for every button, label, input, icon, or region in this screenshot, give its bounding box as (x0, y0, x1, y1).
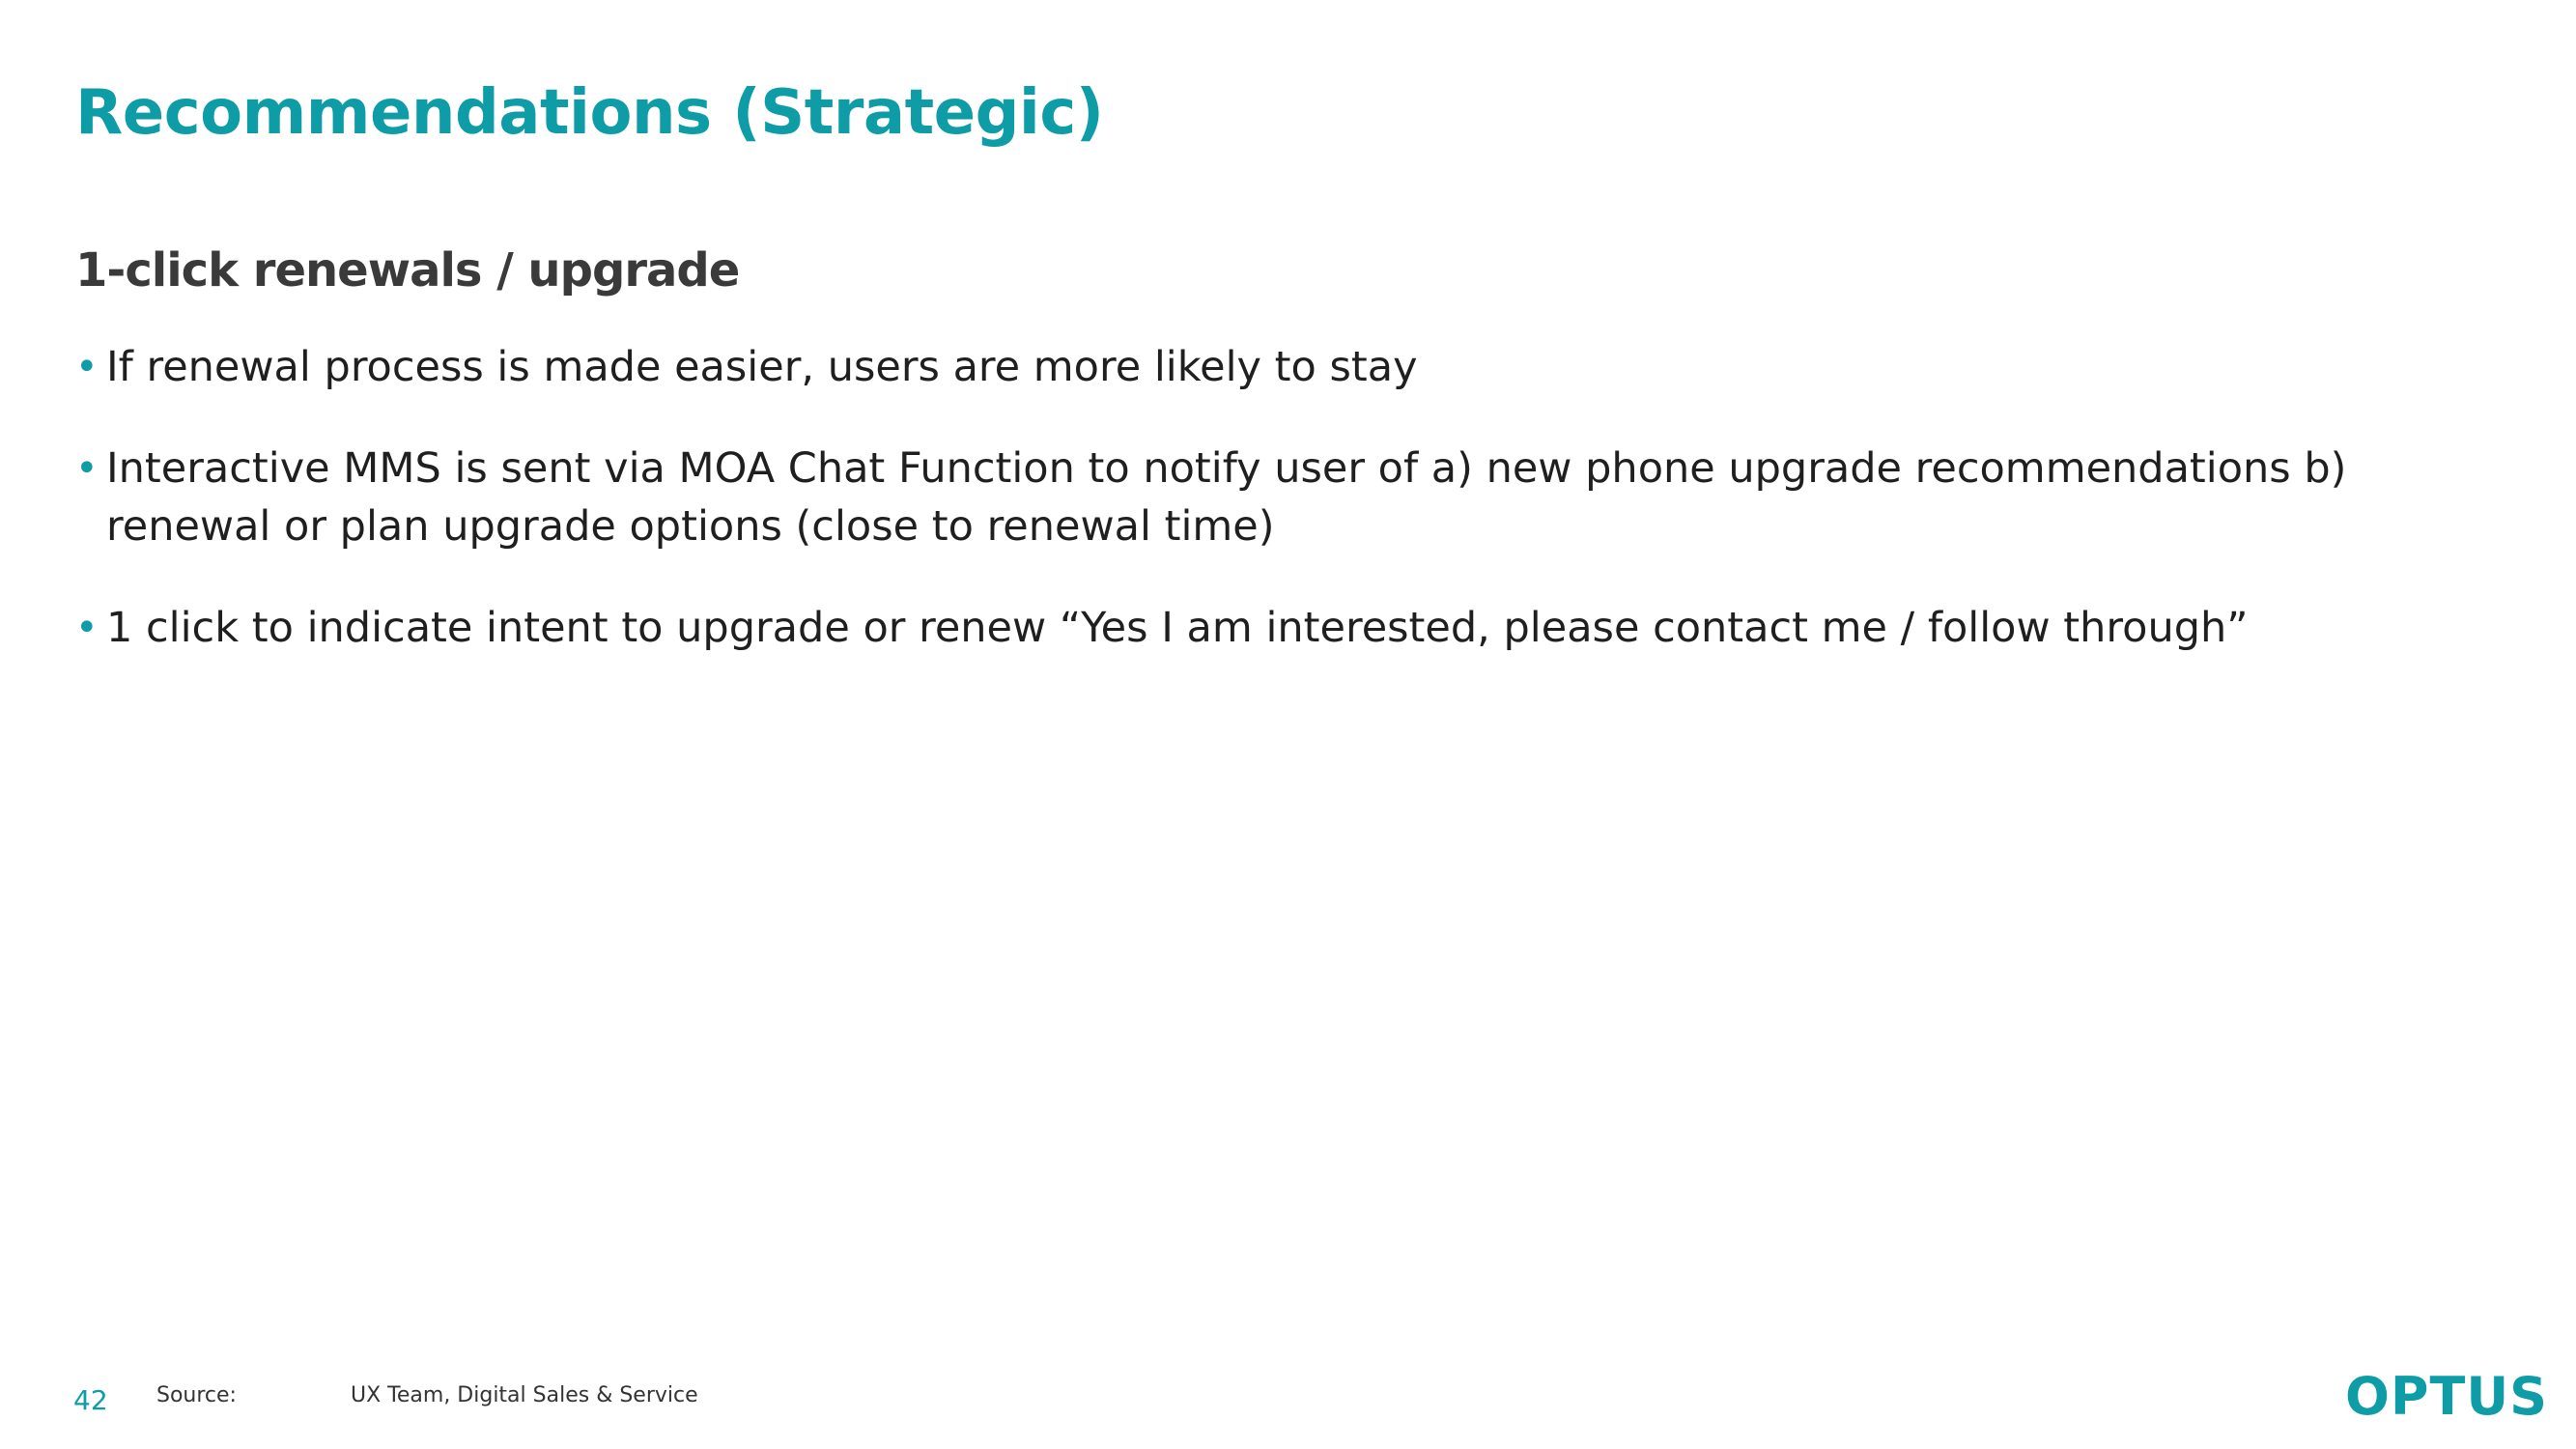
bullet-dot-icon: • (75, 606, 99, 650)
source-text: UX Team, Digital Sales & Service (351, 1383, 698, 1407)
bullet-text: 1 click to indicate intent to upgrade or renew “Yes I am interested, please contact me / follow through” (106, 604, 2249, 652)
section-heading: 1-click renewals / upgrade (75, 243, 740, 298)
bullet-list (75, 338, 2432, 700)
bullet-text: Interactive MMS is sent via MOA Chat Function to notify user of a) new phone upgrade recommendations b) renewal or plan upgrade options (close to renewal time) (106, 444, 2347, 551)
bullet-item-one-click-intent (75, 599, 2432, 657)
optus-logo: OPTUS (2345, 1366, 2549, 1427)
bullet-item-renewal-easier (75, 338, 2432, 396)
bullet-dot-icon: • (75, 345, 99, 389)
bullet-dot-icon: • (75, 446, 99, 491)
page-number: 42 (73, 1384, 108, 1416)
slide-title: Recommendations (Strategic) (75, 77, 1104, 149)
bullet-item-interactive-mms (75, 440, 2432, 555)
source-label: Source: (156, 1383, 237, 1407)
bullet-text: If renewal process is made easier, users are more likely to stay (106, 343, 1418, 391)
